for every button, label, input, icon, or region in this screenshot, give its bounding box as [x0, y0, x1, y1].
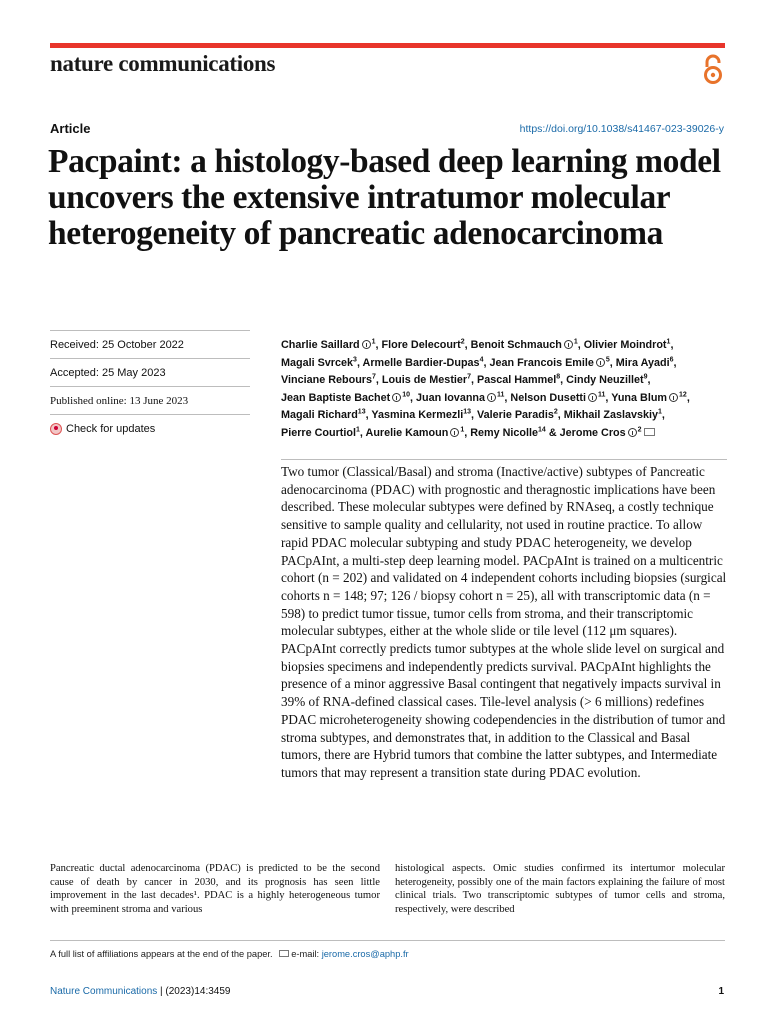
corresponding-email-link[interactable]: jerome.cros@aphp.fr	[321, 949, 409, 959]
author-name[interactable]: Jean Francois Emile $^5$	[489, 356, 610, 369]
abstract: Two tumor (Classical/Basal) and stroma (Inactive/active) subtypes of Pancreatic adenocarcinoma (PDAC) with prognostic and theragnostic implications have been described. These molecular subtypes were defined by RNAseq, a costly technique sensitive to sample quality and cellularity, not used in routine practice. To allow rapid PDAC molecular subtyping and study PDAC heterogeneity, we develop PACpAInt, a multi-step deep learning model. PACpAInt is trained on a multicentric cohort (n = 202) and validated on 4 independent cohorts including biopsies (surgical cohorts n = 148; 97; 126 / biopsy cohort n = 25), all with transcriptomic data (n = 598) to predict tumor tissue, tumor cells from stroma, and their transcriptomic molecular subtypes, either at the whole slide or tile level (112 μm squares). PACpAInt correctly predicts tumor subtypes at the whole slide level on surgical and biopsies specimens and independently predicts survival. PACpAInt highlights the presence of a minor aggressive Basal contingent that negatively impacts survival in 39% of RNA-defined classical cases. Tile-level analysis (> 6 millions) redefines PDAC microheterogeneity showing codependencies in the distribution of tumor and stroma subtypes, and demonstrates that, in addition to the Classical and Basal tumors, there are Hybrid tumors that combine the latter subtypes, and Intermediate tumors that may represent a transition state during PDAC evolution.	[281, 464, 727, 780]
author-name[interactable]: Flore Delecourt$^2$	[381, 338, 465, 351]
article-title: Pacpaint: a histology-based deep learning model uncovers the extensive intratumor molecular heterogeneity of pancreatic adenocarcinoma	[48, 143, 721, 252]
footnote-text: A full list of affiliations appears at the end of the paper.	[50, 949, 273, 959]
author-name[interactable]: Remy Nicolle$^{14}$	[470, 426, 546, 439]
orcid-icon[interactable]	[392, 393, 401, 402]
abstract-divider	[281, 459, 727, 460]
orcid-icon[interactable]	[487, 393, 496, 402]
article-type-label: Article	[50, 121, 91, 136]
page-number: 1	[718, 986, 724, 997]
author-name[interactable]: Juan Iovanna $^{11}$	[416, 391, 505, 404]
author-name[interactable]: Jerome Cros $^2$	[560, 427, 655, 439]
author-name[interactable]: Magali Richard$^{13}$	[281, 408, 366, 422]
footnote-divider	[50, 940, 725, 941]
author-name[interactable]: Pascal Hammel$^8$	[477, 373, 561, 387]
received-date: Received: 25 October 2022	[50, 330, 250, 358]
envelope-icon	[279, 950, 289, 957]
footer-journal-name: Nature Communications	[50, 986, 158, 997]
publication-dates	[50, 330, 250, 442]
journal-name: nature communications	[50, 51, 276, 76]
doi-link[interactable]: https://doi.org/10.1038/s41467-023-39026-y	[519, 123, 724, 135]
email-label: e-mail:	[291, 949, 320, 959]
author-name[interactable]: Aurelie Kamoun $^1$	[365, 426, 465, 439]
orcid-icon[interactable]	[564, 340, 573, 349]
author-name[interactable]: Mira Ayadi$^6$	[615, 356, 674, 369]
author-name[interactable]: Vinciane Rebours$^7$	[281, 373, 376, 387]
author-name[interactable]: Charlie Saillard $^1$	[281, 338, 376, 351]
orcid-icon[interactable]	[450, 428, 459, 437]
check-for-updates-button[interactable]	[50, 414, 250, 442]
body-column-right: histological aspects. Omic studies confirmed its intertumor molecular heterogeneity, possibly one of the main factors explaining the failure of most clinical trials. Two transcriptomic subtypes of tumor cells and stroma, respectively, were described	[395, 863, 725, 915]
author-name[interactable]: Nelson Dusetti $^{11}$	[510, 391, 606, 404]
author-name[interactable]: Armelle Bardier-Dupas$^4$	[362, 356, 484, 369]
header-accent-rule	[50, 43, 725, 48]
accepted-date: Accepted: 25 May 2023	[50, 358, 250, 386]
footer-volume: | (2023)14:3459	[157, 986, 231, 997]
affiliation-footnote	[50, 949, 409, 959]
author-name[interactable]: Magali Svrcek$^3$	[281, 356, 357, 369]
corresponding-author-envelope-icon[interactable]	[644, 428, 655, 436]
orcid-icon[interactable]	[628, 428, 637, 437]
published-date: Published online: 13 June 2023	[50, 386, 250, 414]
open-access-icon	[702, 54, 724, 86]
orcid-icon[interactable]	[596, 358, 605, 367]
author-name[interactable]: Cindy Neuzillet$^9$	[566, 373, 648, 387]
author-name[interactable]: Jean Baptiste Bachet $^{10}$	[281, 391, 411, 404]
author-name[interactable]: Benoit Schmauch $^1$	[470, 338, 578, 351]
author-name[interactable]: Mikhail Zaslavskiy$^1$	[563, 408, 662, 422]
footer-citation	[50, 986, 230, 997]
author-name[interactable]: Valerie Paradis$^2$	[477, 408, 558, 422]
author-name[interactable]: Pierre Courtiol$^1$	[281, 426, 360, 439]
author-name[interactable]: Yasmina Kermezli$^{13}$	[371, 408, 472, 422]
author-list: Charlie Saillard $^1$, Flore Delecourt$^2$, Benoit Schmauch $^1$, Olivier Moindrot$^1$, Magali Svrcek$^3$, Armelle Bardier-Dupas$^4$, Jean Francois Emile $^5$, Mira Ayadi$^6$, Vinciane Rebours$^7$, Louis de Mestier$^7$, Pascal Hammel$^8$, Cindy Neuzillet$^9$, Jean Baptiste Bachet $^{10}$, Juan Iovanna $^{11}$, Nelson Dusetti $^{11}$, Yuna Blum $^{12}$, Magali Richard$^{13}$, Yasmina Kermezli$^{13}$, Valerie Paradis$^2$, Mikhail Zaslavskiy$^1$, Pierre Courtiol$^1$, Aurelie Kamoun $^1$, Remy Nicolle$^{14}$ & Jerome Cros $^2$	[281, 338, 690, 439]
check-updates-label: Check for updates	[66, 423, 156, 435]
orcid-icon[interactable]	[669, 393, 678, 402]
author-name[interactable]: Olivier Moindrot$^1$	[583, 338, 671, 351]
orcid-icon[interactable]	[588, 393, 597, 402]
body-column-left: Pancreatic ductal adenocarcinoma (PDAC) is predicted to be the second cause of death by cancer in 2030, and its prognosis has seen little improvement in the last decades¹. PDAC is a highly heterogeneous tumor with preeminent stroma and various	[50, 863, 380, 915]
orcid-icon[interactable]	[362, 340, 371, 349]
check-updates-icon	[50, 423, 62, 435]
author-name[interactable]: Yuna Blum $^{12}$	[611, 391, 687, 404]
author-name[interactable]: Louis de Mestier$^7$	[381, 373, 472, 387]
